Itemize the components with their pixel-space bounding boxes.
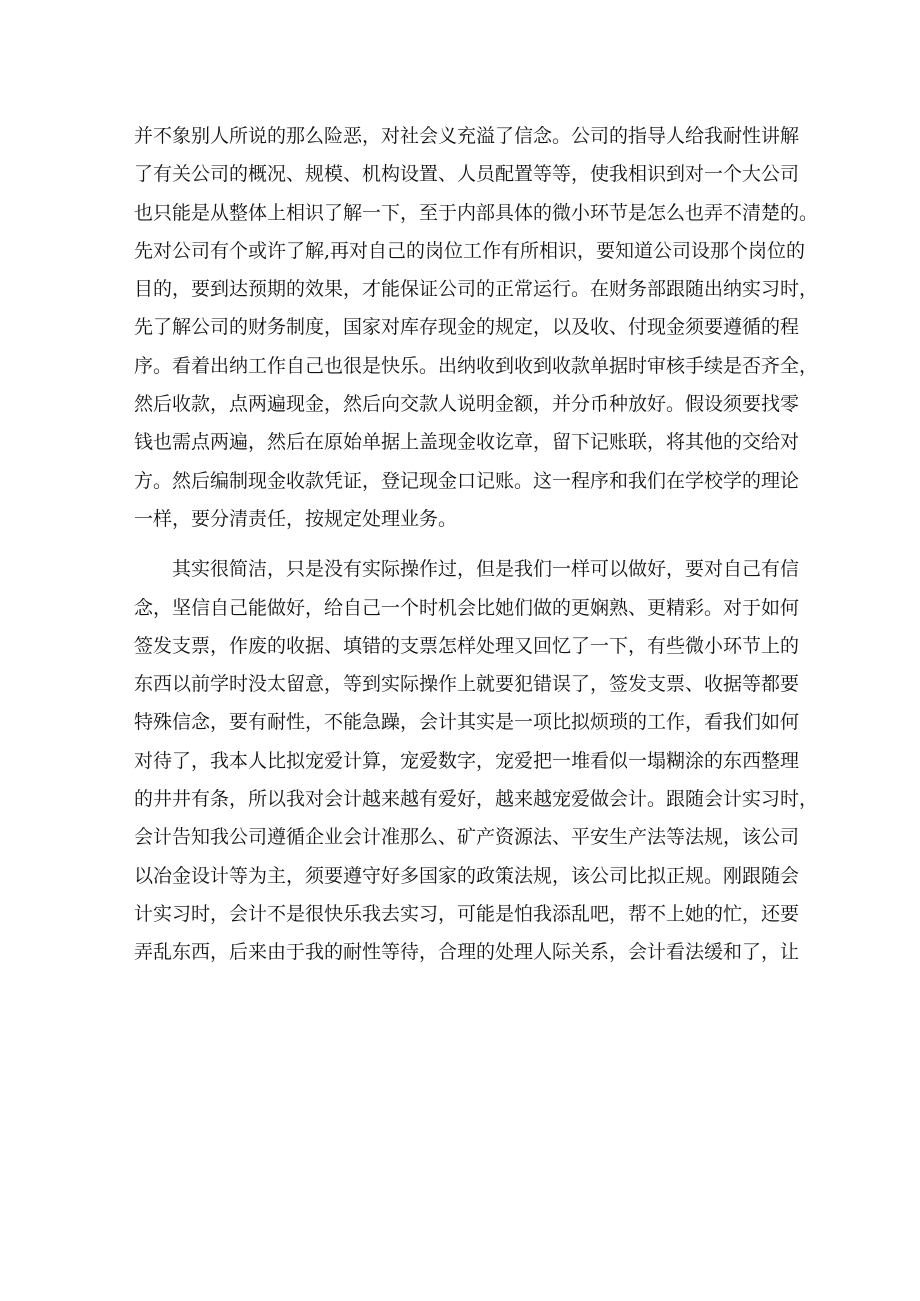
text-line: 会计告知我公司遵循企业会计准那么、矿产资源法、平安生产法等法规，该公司 [134,826,800,849]
text-line: 先对公司有个或许了解,再对自己的岗位工作有所相识，要知道公司设那个岗位的 [134,239,806,262]
text-line: 签发支票，作废的收据、填错的支票怎样处理又回忆了一下，有些微小环节上的 [134,634,800,657]
text-line: 计实习时，会计不是很快乐我去实习，可能是怕我添乱吧，帮不上她的忙，还要 [134,902,800,925]
body-text [134,117,819,972]
text-line: 以冶金设计等为主，须要遵守好多国家的政策法规，该公司比拟正规。刚跟随会 [134,864,800,887]
text-line: 弄乱东西，后来由于我的耐性等待，合理的处理人际关系，会计看法缓和了，让 [134,941,800,964]
text-line: 然后收款，点两遍现金，然后向交款人说明金额，并分币种放好。假设须要找零 [134,393,800,416]
paragraph-1 [134,117,819,538]
text-line: 特殊信念，要有耐性，不能急躁，会计其实是一项比拟烦琐的工作，看我们如何 [134,711,800,734]
text-line: 目的，要到达预期的效果，才能保证公司的正常运行。在财务部跟随出纳实习时， [134,278,819,301]
text-line: 序。看着出纳工作自己也很是快乐。出纳收到收到收款单据时审核手续是否齐全， [134,354,819,377]
text-line: 了有关公司的概况、规模、机构设置、人员配置等等，使我相识到对一个大公司 [134,163,800,186]
paragraph-spacer [134,538,794,550]
text-line: 钱也需点两遍，然后在原始单据上盖现金收讫章，留下记账联，将其他的交给对 [134,431,800,454]
text-line: 的井井有条，所以我对会计越来越有爱好，越来越宠爱做会计。跟随会计实习时， [134,788,819,811]
text-line: 方。然后编制现金收款凭证，登记现金口记账。这一程序和我们在学校学的理论 [134,469,800,492]
text-line: 并不象别人所说的那么险恶，对社会义充溢了信念。公司的指导人给我耐性讲解 [134,125,800,147]
text-line: 一样，要分清责任，按规定处理业务。 [134,507,458,530]
text-line: 东西以前学时没太留意，等到实际操作上就要犯错误了，签发支票、收据等都要 [134,673,800,696]
text-line: 也只能是从整体上相识了解一下，至于内部具体的微小环节是怎么也弄不清楚的。 [134,201,819,224]
text-line: 先了解公司的财务制度，国家对库存现金的规定，以及收、付现金须要遵循的程 [134,316,800,339]
text-line: 对待了，我本人比拟宠爱计算，宠爱数字，宠爱把一堆看似一塌糊涂的东西整理 [134,749,800,772]
text-line: 其实很简洁，只是没有实际操作过，但是我们一样可以做好，要对自己有信 [172,558,800,581]
paragraph-2 [134,550,819,971]
text-line: 念，坚信自己能做好，给自己一个时机会比她们做的更娴熟、更精彩。对于如何 [134,596,800,619]
